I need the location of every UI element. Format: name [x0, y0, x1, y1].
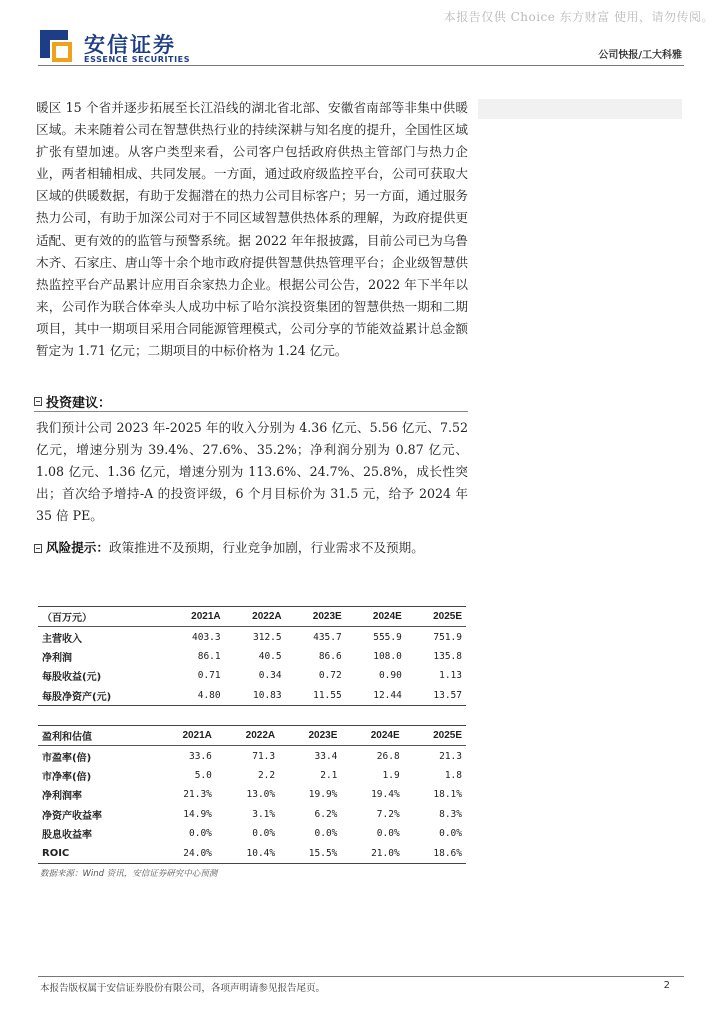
table-cell: 6.2%	[314, 808, 338, 820]
table-cell: 0.90	[378, 670, 402, 682]
footer-disclaimer: 本报告版权属于安信证券股份有限公司，各项声明请参见报告尾页。	[40, 983, 326, 994]
table-cell: 71.3	[252, 750, 276, 762]
table-cell: 10.83	[225, 686, 286, 706]
table-cell: 3.1%	[252, 808, 276, 820]
table-header-cell: 2023E	[279, 726, 341, 746]
essence-logo-icon	[38, 28, 74, 64]
table-cell: 312.5	[253, 631, 282, 643]
table-cell: 13.57	[406, 686, 466, 706]
table-cell: 24.0%	[153, 843, 216, 863]
table-cell: 26.8	[376, 750, 400, 762]
page-number: 2	[663, 980, 670, 991]
table-cell: 8.3%	[439, 808, 462, 820]
table-cell: 净资产收益率	[42, 810, 102, 822]
section-title-text: 投资建议：	[46, 396, 112, 411]
valuation-table	[38, 725, 466, 864]
table-cell: 7.2%	[376, 808, 400, 820]
sidebar-block	[478, 99, 682, 119]
table-cell: 净利润	[42, 652, 72, 664]
financial-table	[38, 606, 466, 706]
risk-label: 风险提示：	[46, 540, 109, 555]
table-cell: 86.1	[197, 650, 221, 662]
table-header-cell: 2021A	[153, 726, 216, 746]
table-cell: 86.6	[318, 650, 342, 662]
table-cell: 0.0%	[189, 828, 212, 840]
section-marker-icon	[34, 397, 42, 406]
table-cell: 751.9	[433, 631, 462, 643]
table-cell: 0.0%	[314, 828, 338, 840]
table-cell: 14.9%	[183, 808, 212, 820]
table-cell: 33.6	[189, 750, 212, 762]
table-cell: 每股收益(元)	[42, 672, 102, 684]
table-cell: 13.0%	[246, 789, 276, 801]
table-cell: 2.1	[320, 769, 338, 781]
table-cell: 1.8	[444, 769, 462, 781]
table-cell: 股息收益率	[42, 830, 92, 842]
section-title	[34, 392, 111, 411]
watermark: 本报告仅供 Choice 东方财富 使用，请勿传阅。	[443, 10, 714, 24]
table-header-cell: 2022A	[225, 607, 286, 627]
table-cell: 0.72	[318, 670, 342, 682]
table-header-cell: 盈利和估值	[38, 726, 153, 746]
table-cell: 10.4%	[216, 843, 279, 863]
table-cell: 市盈率(倍)	[42, 752, 92, 764]
table-header-cell: 2025E	[406, 607, 466, 627]
table-cell: 135.8	[433, 650, 462, 662]
table-cell: 21.0%	[341, 843, 403, 863]
table-row	[38, 824, 466, 843]
section-divider	[34, 411, 468, 412]
table-cell: 33.4	[314, 750, 338, 762]
data-source-note: 数据来源：Wind 资讯，安信证券研究中心预测	[40, 869, 218, 879]
table-cell: 每股净资产(元)	[38, 686, 164, 706]
risk-warning	[34, 537, 466, 559]
table-cell: 12.44	[346, 686, 406, 706]
table-cell: 18.6%	[404, 843, 466, 863]
table-cell: 主营收入	[42, 633, 82, 645]
table-header-cell: 2024E	[346, 607, 406, 627]
investment-paragraph: 我们预计公司 2023 年-2025 年的收入分别为 4.36 亿元、5.56 亿元、7.52 亿元，增速分别为 39.4%、27.6%、35.2%；净利润分别为 0.87 亿元、1.08 亿元、1.36 亿元，增速分别为 113.6%、24.7%、25.8%，成长性突出；首次给予增持-A 的投资评级，6 个月目标价为 31.5 元，给予 2024 年 35 倍 PE。	[36, 420, 468, 524]
table-cell: ROIC	[38, 843, 153, 863]
table-row	[38, 843, 466, 863]
table-row	[38, 766, 466, 785]
table-header-cell: 2025E	[404, 726, 466, 746]
table-cell: 0.71	[197, 670, 221, 682]
table-cell: 4.80	[164, 686, 225, 706]
table-header-cell: 2021A	[164, 607, 225, 627]
table-row	[38, 746, 466, 766]
table-cell: 19.9%	[308, 789, 338, 801]
table-cell: 108.0	[373, 650, 402, 662]
table-cell: 18.1%	[433, 789, 462, 801]
table-cell: 5.0	[194, 769, 212, 781]
table-row	[38, 805, 466, 824]
table-cell: 0.34	[258, 670, 282, 682]
table-cell: 15.5%	[279, 843, 341, 863]
table-row	[38, 785, 466, 804]
table-header-cell: （百万元）	[38, 607, 164, 627]
brand-logo	[38, 28, 238, 68]
table-cell: 21.3%	[183, 789, 212, 801]
table-cell: 435.7	[313, 631, 342, 643]
table-cell: 0.0%	[252, 828, 276, 840]
table-header-cell: 2022A	[216, 726, 279, 746]
brand-name-cn: 安信证券	[84, 33, 176, 57]
table-cell: 1.13	[439, 670, 462, 682]
table-cell: 2.2	[257, 769, 276, 781]
body-paragraph: 暖区 15 个省并逐步拓展至长江沿线的湖北省北部、安徽省南部等非集中供暖区域。未来随着公司在智慧供热行业的持续深耕与知名度的提升，全国性区域扩张有望加速。从客户类型来看，公司客户包括政府供热主管部门与热力企业，两者相辅相成、共同发展。一方面，通过政府级监控平台，公司可获取大区域的供暖数据，有助于发掘潜在的热力公司目标客户；另一方面，通过服务热力公司，有助于加深公司对于不同区域智慧供热体系的理解，为政府提供更适配、更有效的的监管与预警系统。据 2022 年年报披露，目前公司已为乌鲁木齐、石家庄、唐山等十余个地市政府提供智慧供热管理平台；企业级智慧供热监控平台产品累计应用百余家热力企业。根据公司公告，2022 年下半年以来，公司作为联合体牵头人成功中标了哈尔滨投资集团的智慧供热一期和二期项目，其中一期项目采用合同能源管理模式，公司分享的节能效益累计总金额暂定为 1.71 亿元；二期项目的中标价格为 1.24 亿元。	[36, 100, 468, 359]
table-header-cell: 2024E	[341, 726, 403, 746]
table-cell: 403.3	[192, 631, 221, 643]
header-divider	[38, 65, 684, 66]
table-header-cell: 2023E	[286, 607, 346, 627]
report-type: 公司快报/工大科雅	[598, 50, 682, 61]
table-cell: 40.5	[258, 650, 282, 662]
table-cell: 11.55	[286, 686, 346, 706]
table-cell: 1.9	[382, 769, 400, 781]
risk-text: 政策推进不及预期，行业竞争加剧，行业需求不及预期。	[108, 540, 424, 555]
table-row	[38, 686, 466, 706]
table-cell: 净利润率	[42, 791, 82, 803]
table-header-row	[38, 607, 466, 627]
table-row	[38, 627, 466, 647]
risk-marker-icon	[34, 544, 42, 553]
table-header-row	[38, 726, 466, 746]
footer-divider	[38, 976, 684, 977]
table-row	[38, 647, 466, 666]
brand-name-en: ESSENCE SECURITIES	[84, 55, 191, 64]
table-row	[38, 666, 466, 685]
table-cell: 0.0%	[439, 828, 462, 840]
table-cell: 21.3	[439, 750, 462, 762]
table-cell: 市净率(倍)	[42, 771, 92, 783]
table-cell: 555.9	[373, 631, 402, 643]
table-cell: 19.4%	[371, 789, 400, 801]
table-cell: 0.0%	[376, 828, 400, 840]
